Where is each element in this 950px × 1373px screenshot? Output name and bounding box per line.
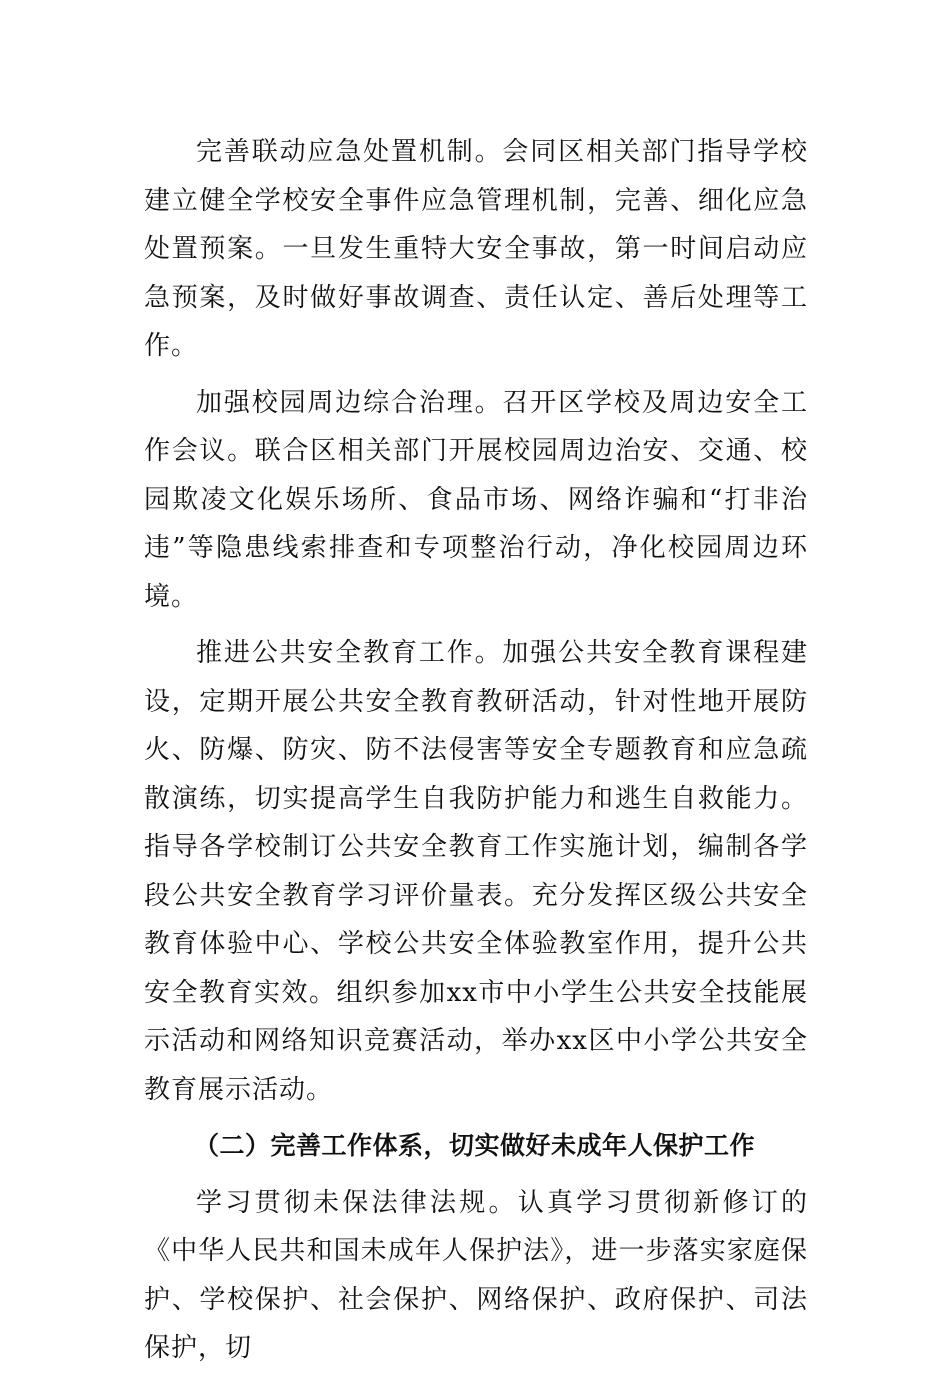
paragraph-emergency-mechanism: 完善联动应急处置机制。会同区相关部门指导学校建立健全学校安全事件应急管理机制，完善、细化应急处置预案。一旦发生重特大安全事故，第一时间启动应急预案，及时做好事故调查、责任认定、善后处理等工作。	[144, 137, 808, 361]
paragraph-safety-education: 推进公共安全教育工作。加强公共安全教育课程建设，定期开展公共安全教育教研活动，针对性地开展防火、防爆、防灾、防不法侵害等安全专题教育和应急疏散演练，切实提高学生自我防护能力和逃生自救能力。指导各学校制订公共安全教育工作实施计划，编制各学段公共安全教育学习评价量表。充分发挥区级公共安全教育体验中心、学校公共安全体验教室作用，提升公共安全教育实效。组织参加xx市中小学生公共安全技能展示活动和网络知识竞赛活动，举办xx区中小学公共安全教育展示活动。	[144, 638, 808, 1105]
section-heading: （二）完善工作体系，切实做好未成年人保护工作	[194, 1131, 756, 1160]
paragraph-campus-surroundings: 加强校园周边综合治理。召开区学校及周边安全工作会议。联合区相关部门开展校园周边治安、交通、校园欺凌文化娱乐场所、食品市场、网络诈骗和“打非治违”等隐患线索排查和专项整治行动，净化校园周边环境。	[144, 387, 808, 612]
paragraph-minor-protection-law: 学习贯彻未保法律法规。认真学习贯彻新修订的《中华人民共和国未成年人保护法》，进一步落实家庭保护、学校保护、社会保护、网络保护、政府保护、司法保护，切	[144, 1187, 808, 1363]
document-body	[144, 128, 808, 1373]
